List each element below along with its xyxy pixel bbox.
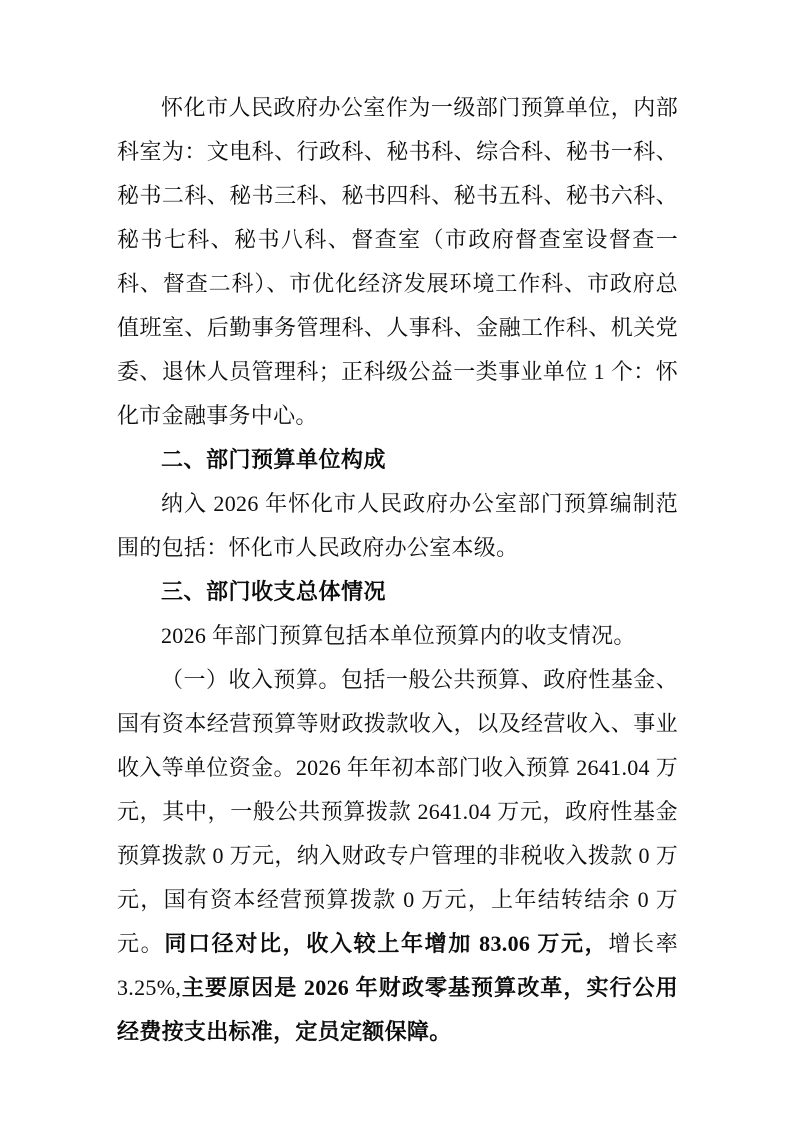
section-heading [117, 438, 678, 482]
bold-text-run: 同口径对比，收入较上年增加 83.06 万元， [164, 931, 609, 956]
body-paragraph [117, 614, 678, 658]
body-paragraph [117, 482, 678, 570]
section-heading [117, 570, 678, 614]
text-run: 增长率 3.25%, [117, 931, 678, 1000]
document-body [117, 86, 678, 1054]
text-run: 纳入 2026 年怀化市人民政府办公室部门预算编制范围的包括：怀化市人民政府办公室本级。 [117, 491, 678, 560]
text-run: 2026 年部门预算包括本单位预算内的收支情况。 [161, 623, 636, 648]
text-run: （一）收入预算。包括一般公共预算、政府性基金、国有资本经营预算等财政拨款收入，以及经营收入、事业收入等单位资金。2026 年年初本部门收入预算 2641.04 万元，其中，一般公共预算拨款 2641.04 万元，政府性基金预算拨款 0 万元，纳入财政专户管理的非税收入拨款 0 万元，国有资本经营预算拨款 0 万元，上年结转结余 0 万元。 [117, 667, 678, 956]
bold-text-run: 三、部门收支总体情况 [161, 579, 387, 604]
bold-text-run: 二、部门预算单位构成 [161, 447, 387, 472]
body-paragraph [117, 86, 678, 438]
body-paragraph [117, 658, 678, 1054]
text-run: 怀化市人民政府办公室作为一级部门预算单位，内部科室为：文电科、行政科、秘书科、综合科、秘书一科、秘书二科、秘书三科、秘书四科、秘书五科、秘书六科、秘书七科、秘书八科、督查室（市政府督查室设督查一科、督查二科）、市优化经济发展环境工作科、市政府总值班室、后勤事务管理科、人事科、金融工作科、机关党委、退休人员管理科；正科级公益一类事业单位 1 个：怀化市金融事务中心。 [117, 95, 678, 428]
bold-text-run: 主要原因是 2026 年财政零基预算改革，实行公用经费按支出标准，定员定额保障。 [117, 975, 678, 1044]
